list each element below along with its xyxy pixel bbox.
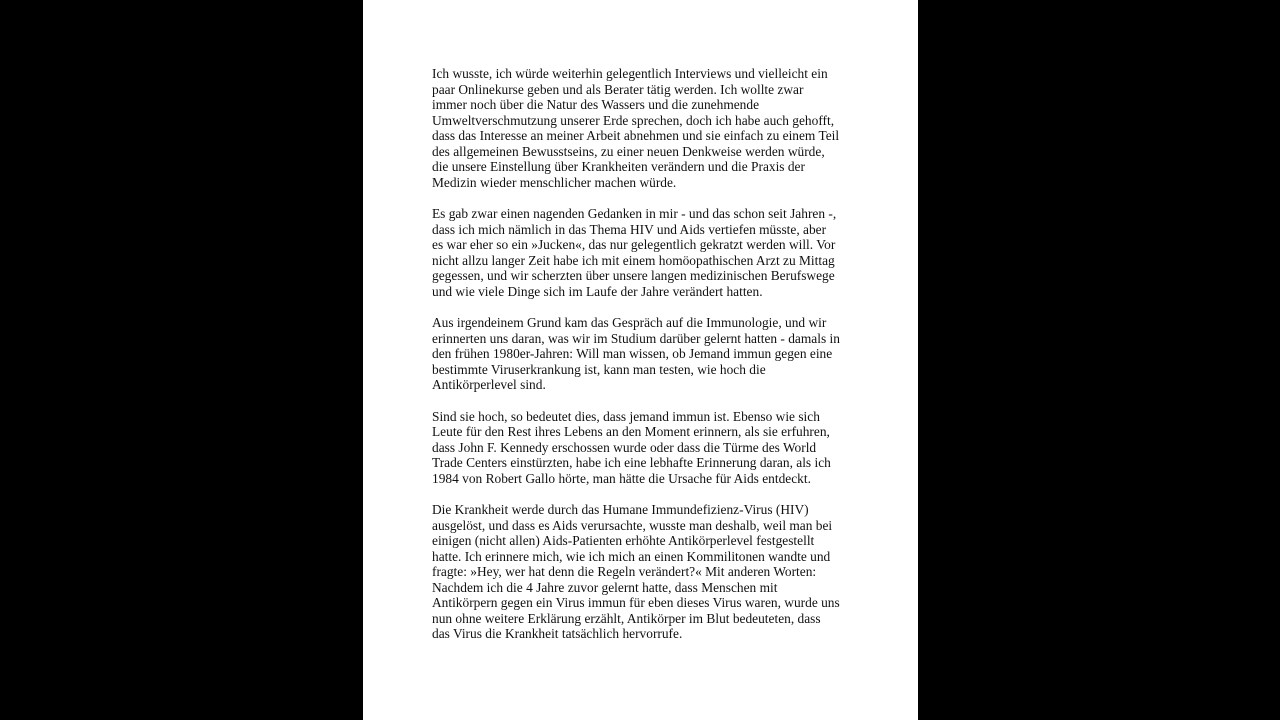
paragraph-4 (432, 409, 852, 487)
paragraph-5 (432, 502, 852, 642)
text-line: gegessen, und wir scherzten über unsere langen medizinischen Berufswege (432, 268, 835, 283)
text-line: den frühen 1980er-Jahren: Will man wissen, ob Jemand immun gegen eine (432, 346, 833, 361)
text-line: paar Onlinekurse geben und als Berater tätig werden. Ich wollte zwar (432, 81, 804, 97)
text-line: Antikörperlevel sind. (432, 377, 546, 392)
text-line: Sind sie hoch, so bedeutet dies, dass jemand immun ist. Ebenso wie sich (432, 408, 820, 424)
paragraph-1 (432, 66, 852, 190)
text-line: Es gab zwar einen nagenden Gedanken in mir - und das schon seit Jahren -, (432, 206, 837, 221)
text-line: Nachdem ich die 4 Jahre zuvor gelernt hatte, dass Menschen mit (432, 579, 778, 595)
text-line: erinnerten uns daran, was wir im Studium darüber gelernt hatten - damals in (432, 330, 840, 346)
paragraph-2 (432, 206, 852, 299)
text-line: hatte. Ich erinnere mich, wie ich mich an einen Kommilitonen wandte und (432, 548, 831, 564)
text-line: die unsere Einstellung über Krankheiten verändern und die Praxis der (432, 159, 805, 174)
paragraph-3 (432, 315, 852, 393)
text-line: dass John F. Kennedy erschossen wurde oder dass die Türme des World (432, 439, 817, 455)
text-line: Leute für den Rest ihres Lebens an den Moment erinnern, als sie erfuhren, (432, 424, 830, 439)
text-line: dass das Interesse an meiner Arbeit abnehmen und sie einfach zu einem Teil (432, 128, 840, 143)
text-line: Aus irgendeinem Grund kam das Gespräch auf die Immunologie, und wir (432, 315, 827, 330)
text-line: 1984 von Robert Gallo hörte, man hätte die Ursache für Aids entdeckt. (432, 470, 811, 486)
text-line: des allgemeinen Bewusstseins, zu einer neuen Denkweise werden würde, (432, 143, 825, 159)
text-line: Die Krankheit werde durch das Humane Immundefizienz-Virus (HIV) (432, 502, 809, 517)
text-line: es war eher so ein »Jucken«, das nur gelegentlich gekratzt werden will. Vor (432, 237, 836, 252)
text-line: einigen (nicht allen) Aids-Patienten erhöhte Antikörperlevel festgestellt (432, 533, 815, 548)
text-line: und wie viele Dinge sich im Laufe der Jahre verändert hatten. (432, 283, 763, 299)
text-line: dass ich mich nämlich in das Thema HIV und Aids vertiefen müsste, aber (432, 221, 827, 237)
text-line: Antikörpern gegen ein Virus immun für eben dieses Virus waren, wurde uns (432, 595, 840, 610)
text-line: Medizin wieder menschlicher machen würde. (432, 174, 677, 190)
text-line: ausgelöst, und dass es Aids verursachte, wusste man deshalb, weil man bei (432, 517, 833, 533)
document-page (363, 0, 918, 720)
text-line: nicht allzu langer Zeit habe ich mit einem homöopathischen Arzt zu Mittag (432, 252, 835, 268)
text-line: Ich wusste, ich würde weiterhin gelegentlich Interviews und vielleicht ein (432, 66, 828, 81)
page-text (432, 66, 852, 658)
text-line: bestimmte Viruserkrankung ist, kann man testen, wie hoch die (432, 361, 766, 377)
text-line: immer noch über die Natur des Wassers und die zunehmende (432, 97, 760, 112)
text-line: fragte: »Hey, wer hat denn die Regeln verändert?« Mit anderen Worten: (432, 564, 817, 579)
text-line: Umweltverschmutzung unserer Erde sprechen, doch ich habe auch gehofft, (432, 112, 835, 128)
text-line: das Virus die Krankheit tatsächlich hervorrufe. (432, 626, 683, 641)
text-line: Trade Centers einstürzten, habe ich eine lebhafte Erinnerung daran, als ich (432, 455, 831, 470)
text-line: nun ohne weitere Erklärung erzählt, Antikörper im Blut bedeuteten, dass (432, 610, 821, 626)
